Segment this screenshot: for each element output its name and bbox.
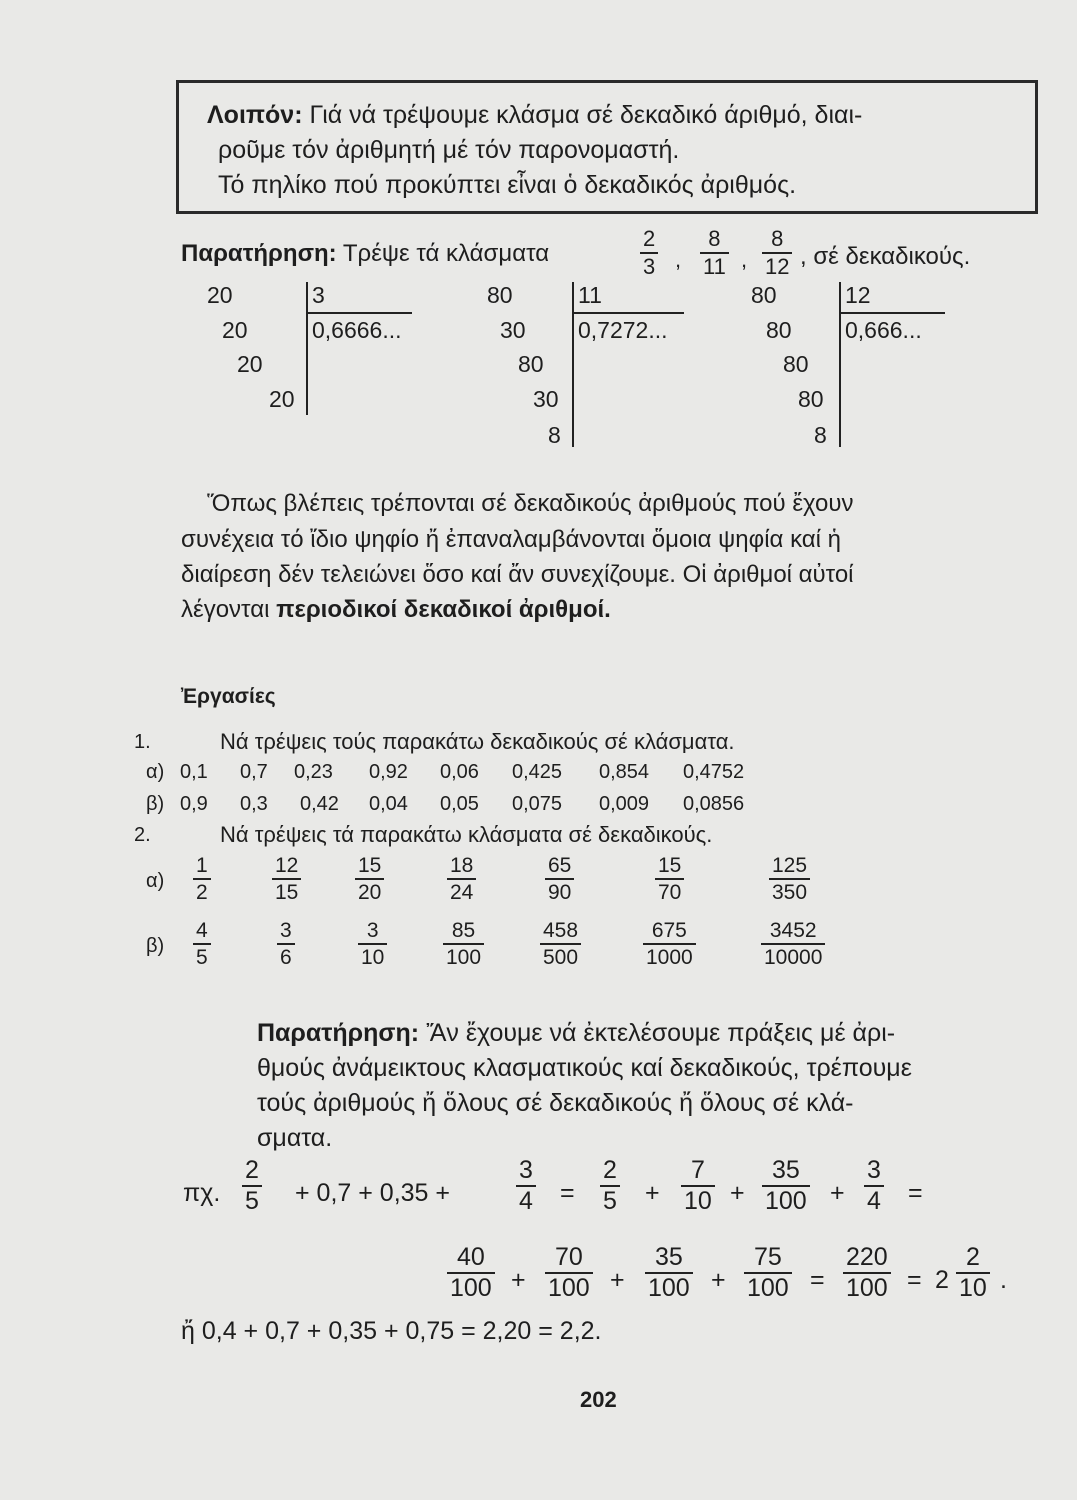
denominator: 5: [242, 1185, 262, 1214]
quotient: 0,666...: [845, 317, 922, 343]
numerator: 35: [654, 1243, 683, 1271]
periodic-line-4: [181, 596, 611, 624]
numerator: 4: [196, 919, 208, 942]
denominator: 100: [744, 1272, 792, 1301]
example-fraction: [762, 1158, 810, 1214]
denominator: 100: [645, 1272, 693, 1301]
plus-sign: +: [610, 1266, 625, 1294]
denominator: 15: [272, 878, 301, 903]
exercise-value: 0,92: [369, 761, 408, 783]
plus-sign: +: [730, 1179, 745, 1207]
exercise-1a-label: α): [146, 761, 165, 783]
denominator: 100: [545, 1272, 593, 1301]
example-fraction: [744, 1245, 792, 1301]
exercise-fraction: [447, 855, 476, 903]
exercise-fraction: [761, 920, 825, 968]
exercise-fraction: [277, 920, 295, 968]
obs1-fraction-2: [700, 228, 729, 278]
denominator: 6: [277, 943, 295, 968]
exercise-value: 0,4752: [683, 761, 745, 783]
equals-sign: =: [560, 1179, 575, 1207]
periodic-line-2: συνέχεια τό ἴδιο ψηφίο ἤ ἐπαναλαμβάνονται ὅμοια ψηφία καί ἡ: [181, 526, 841, 553]
division-row: 8: [814, 422, 827, 448]
periodic-term: περιοδικοί δεκαδικοί ἀριθμοί.: [276, 596, 611, 623]
denominator: 12: [762, 252, 792, 278]
numerator: 70: [554, 1243, 583, 1271]
exercise-fraction: [272, 855, 301, 903]
denominator: 100: [447, 1272, 495, 1301]
observation-1-suffix: , σέ δεκαδικούς.: [800, 243, 971, 270]
division-rule: [572, 312, 684, 314]
exercise-1b-label: β): [146, 793, 165, 815]
obs1-fraction-3: [762, 228, 792, 278]
exercise-fraction: [643, 920, 696, 968]
numerator: 2: [603, 1156, 617, 1184]
obs1-fraction-1: [640, 228, 658, 278]
exercise-value: 0,3: [240, 793, 268, 815]
observation-2-line-4: σματα.: [257, 1124, 333, 1152]
numerator: 1: [196, 854, 208, 877]
exercise-2-instruction: Νά τρέψεις τά παρακάτω κλάσματα σέ δεκαδικούς.: [220, 822, 713, 847]
separator: ,: [675, 247, 682, 272]
numerator: 3: [366, 919, 379, 942]
observation-2-line-1-text: Ἄν ἔχουμε νά ἐκτελέσουμε πράξεις μέ ἀρι-: [419, 1019, 896, 1047]
observation-2-line-3: τούς ἀριθμούς ἤ ὅλους σέ δεκαδικούς ἤ ὅλους σέ κλά-: [257, 1089, 854, 1117]
plus-sign: +: [830, 1179, 845, 1207]
periodic-line-3: διαίρεση δέν τελειώνει ὅσο καί ἄν συνεχίζουμε. Οἱ ἀριθμοί αὐτοί: [181, 561, 854, 588]
exercise-value: 0,1: [180, 761, 208, 783]
exercise-value: 0,42: [300, 793, 339, 815]
exercise-1-number: 1.: [134, 731, 151, 753]
denominator: 5: [600, 1185, 620, 1214]
denominator: 4: [516, 1185, 536, 1214]
example-fraction: [956, 1245, 990, 1301]
division-row: 80: [798, 386, 824, 412]
exercise-2-number: 2.: [134, 824, 151, 846]
numerator: 2: [245, 1156, 259, 1184]
exercise-fraction: [545, 855, 574, 903]
numerator: 65: [548, 854, 572, 877]
example-fraction: [447, 1245, 495, 1301]
denominator: 5: [193, 943, 211, 968]
denominator: 11: [700, 252, 729, 278]
denominator: 100: [762, 1185, 810, 1214]
numerator: 220: [846, 1243, 888, 1271]
exercise-1-instruction: Νά τρέψεις τούς παρακάτω δεκαδικούς σέ κλάσματα.: [220, 729, 735, 754]
exercise-fraction: [540, 920, 581, 968]
rule-lead: Λοιπόν:: [207, 101, 303, 129]
exercise-value: 0,009: [599, 793, 650, 815]
denominator: 10: [956, 1272, 990, 1301]
example-decimal-line: ἤ 0,4 + 0,7 + 0,35 + 0,75 = 2,20 = 2,2.: [181, 1317, 602, 1345]
exercise-value: 0,05: [440, 793, 479, 815]
numerator: 3: [519, 1156, 533, 1184]
numerator: 8: [771, 226, 784, 251]
quotient: 0,7272...: [578, 317, 668, 343]
example-fraction: [516, 1158, 536, 1214]
observation-2-label: Παρατήρηση:: [257, 1019, 420, 1047]
division-bar: [839, 282, 841, 447]
divisor: 3: [312, 282, 325, 308]
division-row: 20: [207, 282, 233, 308]
example-prefix: πχ.: [183, 1179, 221, 1207]
numerator: 2: [965, 1243, 980, 1271]
denominator: 1000: [643, 943, 696, 968]
denominator: 350: [769, 878, 810, 903]
plus-sign: +: [511, 1266, 526, 1294]
exercise-value: 0,06: [440, 761, 479, 783]
division-row: 80: [518, 351, 544, 377]
numerator: 3452: [769, 919, 817, 942]
exercises-heading: Ἐργασίες: [181, 685, 276, 708]
equals-sign: =: [810, 1266, 825, 1294]
rule-line-1: [207, 101, 862, 130]
separator: ,: [741, 247, 748, 272]
periodic-line-4-text: λέγονται: [181, 596, 277, 623]
example-fraction: [843, 1245, 891, 1301]
division-row: 80: [487, 282, 513, 308]
periodic-line-1: Ὅπως βλέπεις τρέπονται σέ δεκαδικούς ἀριθμούς πού ἔχουν: [207, 490, 854, 517]
equals-sign: =: [908, 1179, 923, 1207]
exercise-value: 0,0856: [683, 793, 745, 815]
observation-1-text: Τρέψε τά κλάσματα: [342, 240, 550, 267]
numerator: 18: [450, 854, 474, 877]
denominator: 2: [193, 878, 211, 903]
numerator: 125: [772, 854, 808, 877]
observation-1-label: Παρατήρηση:: [181, 240, 337, 267]
denominator: 500: [540, 943, 581, 968]
exercise-fraction: [193, 920, 211, 968]
page-number: 202: [580, 1387, 617, 1412]
denominator: 4: [864, 1185, 884, 1214]
example-fraction: [645, 1245, 693, 1301]
numerator: 675: [651, 919, 687, 942]
division-row: 20: [222, 317, 248, 343]
numerator: 40: [456, 1243, 485, 1271]
denominator: 10: [681, 1185, 715, 1214]
denominator: 3: [640, 252, 658, 278]
numerator: 3: [867, 1156, 881, 1184]
whole-number: 2: [935, 1266, 949, 1294]
denominator: 20: [355, 878, 384, 903]
exercise-value: 0,854: [599, 761, 650, 783]
numerator: 75: [753, 1243, 782, 1271]
division-rule: [306, 312, 412, 314]
division-rule: [839, 312, 945, 314]
equals-sign: =: [907, 1266, 922, 1294]
division-row: 20: [269, 386, 295, 412]
period: .: [1000, 1266, 1007, 1294]
division-row: 30: [533, 386, 559, 412]
numerator: 2: [643, 226, 656, 251]
exercise-value: 0,9: [180, 793, 208, 815]
example-text: + 0,7 + 0,35 +: [295, 1179, 450, 1207]
example-fraction: [681, 1158, 715, 1214]
numerator: 15: [658, 854, 682, 877]
division-row: 80: [751, 282, 777, 308]
denominator: 100: [843, 1272, 891, 1301]
exercise-fraction: [358, 920, 387, 968]
observation-2-line-2: θμούς ἀνάμεικτους κλασματικούς καί δεκαδικούς, τρέπουμε: [257, 1054, 912, 1082]
division-row: 80: [783, 351, 809, 377]
example-fraction: [545, 1245, 593, 1301]
example-fraction: [242, 1158, 262, 1214]
denominator: 90: [545, 878, 574, 903]
divisor: 12: [845, 282, 871, 308]
exercise-value: 0,7: [240, 761, 268, 783]
numerator: 458: [543, 919, 579, 942]
numerator: 85: [451, 919, 476, 942]
numerator: 3: [280, 919, 292, 942]
observation-2-line-1: [257, 1019, 895, 1048]
division-row: 8: [548, 422, 561, 448]
division-row: 80: [766, 317, 792, 343]
division-row: 30: [500, 317, 526, 343]
exercise-fraction: [443, 920, 484, 968]
exercise-fraction: [769, 855, 810, 903]
numerator: 12: [275, 854, 299, 877]
exercise-value: 0,075: [512, 793, 563, 815]
example-fraction: [864, 1158, 884, 1214]
numerator: 15: [358, 854, 382, 877]
division-bar: [306, 282, 308, 415]
divisor: 11: [578, 282, 602, 308]
division-row: 20: [237, 351, 263, 377]
exercise-2b-label: β): [146, 935, 165, 957]
division-bar: [572, 282, 574, 447]
rule-line-1-text: Γιά νά τρέψουμε κλάσμα σέ δεκαδικό άριθμό, διαι-: [302, 101, 863, 129]
plus-sign: +: [645, 1179, 660, 1207]
exercise-value: 0,425: [512, 761, 563, 783]
denominator: 10000: [761, 943, 825, 968]
exercise-fraction: [193, 855, 211, 903]
observation-1-intro: [181, 240, 549, 268]
numerator: 35: [771, 1156, 800, 1184]
exercise-value: 0,23: [294, 761, 333, 783]
denominator: 10: [358, 943, 387, 968]
numerator: 7: [690, 1156, 705, 1184]
denominator: 24: [447, 878, 476, 903]
plus-sign: +: [711, 1266, 726, 1294]
rule-line-3: Τό πηλίκο πού προκύπτει εἶναι ὁ δεκαδικός ἀριθμός.: [218, 171, 797, 199]
denominator: 70: [655, 878, 684, 903]
rule-line-2: ροῦμε τόν ἀριθμητή μέ τόν παρονομαστή.: [218, 136, 680, 164]
exercise-2a-label: α): [146, 870, 165, 892]
exercise-value: 0,04: [369, 793, 408, 815]
denominator: 100: [443, 943, 484, 968]
exercise-fraction: [655, 855, 684, 903]
quotient: 0,6666...: [312, 317, 402, 343]
example-fraction: [600, 1158, 620, 1214]
numerator: 8: [708, 226, 721, 251]
exercise-fraction: [355, 855, 384, 903]
